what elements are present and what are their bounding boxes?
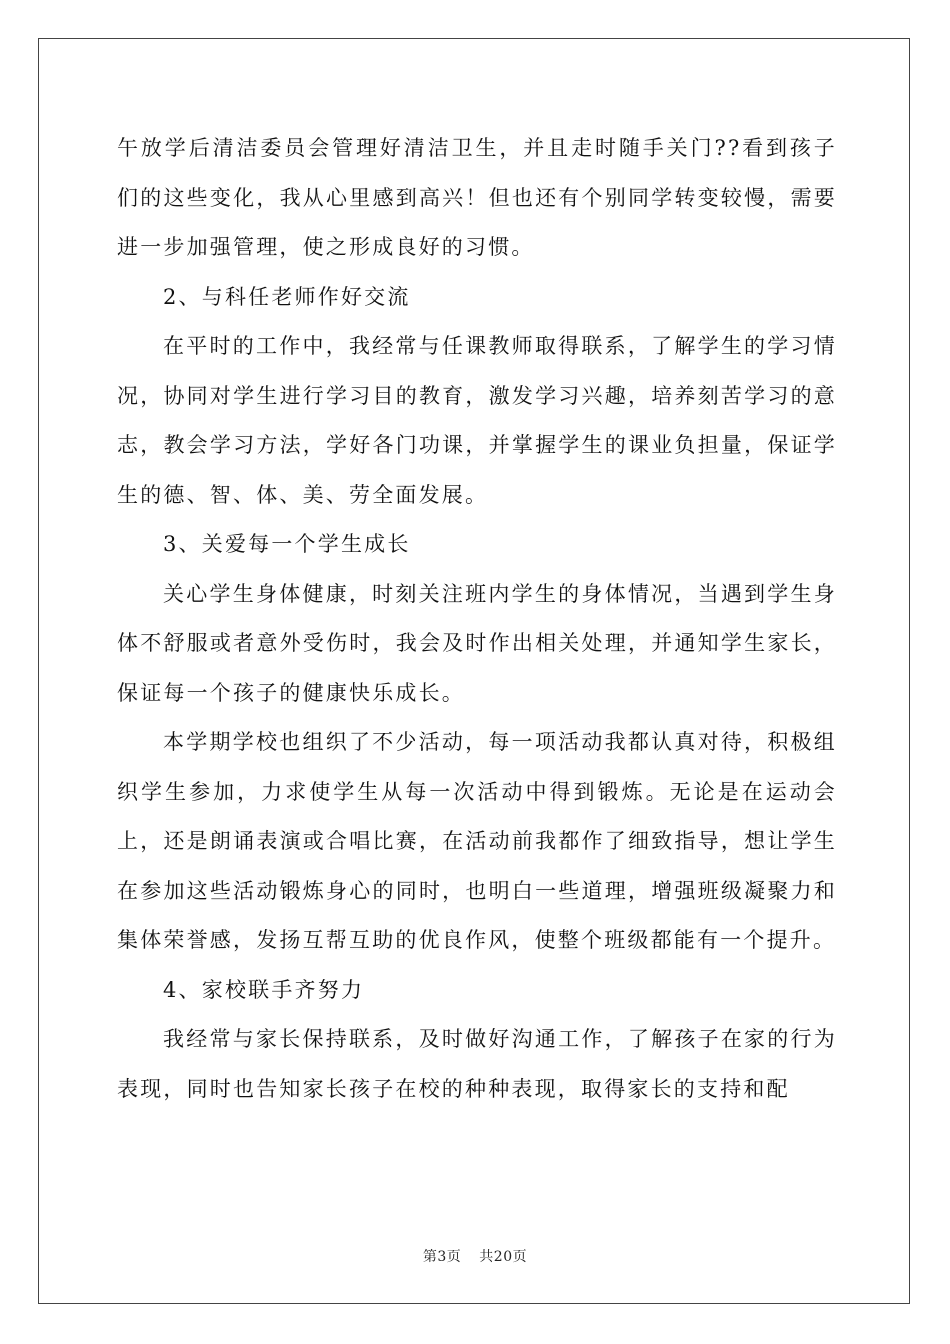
section-heading: 3、关爱每一个学生成长 (163, 532, 411, 556)
page-footer (0, 1246, 950, 1266)
paragraph: 在平时的工作中，我经常与任课教师取得联系，了解学生的学习情况，协同对学生进行学习目的教育，激发学习兴趣，培养刻苦学习的意志，教会学习方法，学好各门功课，并掌握学生的课业负担量，保证学生的德、智、体、美、劳全面发展。 (117, 334, 837, 507)
document-body (117, 124, 837, 1114)
paragraph: 本学期学校也组织了不少活动，每一项活动我都认真对待，积极组织学生参加，力求使学生从每一次活动中得到锻炼。无论是在运动会上，还是朗诵表演或合唱比赛，在活动前我都作了细致指导，想让学生在参加这些活动锻炼身心的同时，也明白一些道理，增强班级凝聚力和集体荣誉感，发扬互帮互助的优良作风，使整个班级都能有一个提升。 (117, 730, 837, 952)
paragraph: 关心学生身体健康，时刻关注班内学生的身体情况，当遇到学生身体不舒服或者意外受伤时，我会及时作出相关处理，并通知学生家长，保证每一个孩子的健康快乐成长。 (117, 581, 837, 705)
section-heading: 4、家校联手齐努力 (163, 977, 365, 1002)
paragraph: 午放学后清洁委员会管理好清洁卫生，并且走时随手关门??看到孩子们的这些变化，我从心里感到高兴！但也还有个别同学转变较慢，需要进一步加强管理，使之形成良好的习惯。 (117, 136, 837, 259)
page-total: 共20页 (479, 1249, 528, 1265)
page-number: 第3页 (422, 1249, 462, 1265)
paragraph: 我经常与家长保持联系，及时做好沟通工作，了解孩子在家的行为表现，同时也告知家长孩子在校的种种表现，取得家长的支持和配 (117, 1027, 837, 1101)
section-heading: 2、与科任老师作好交流 (163, 284, 411, 309)
